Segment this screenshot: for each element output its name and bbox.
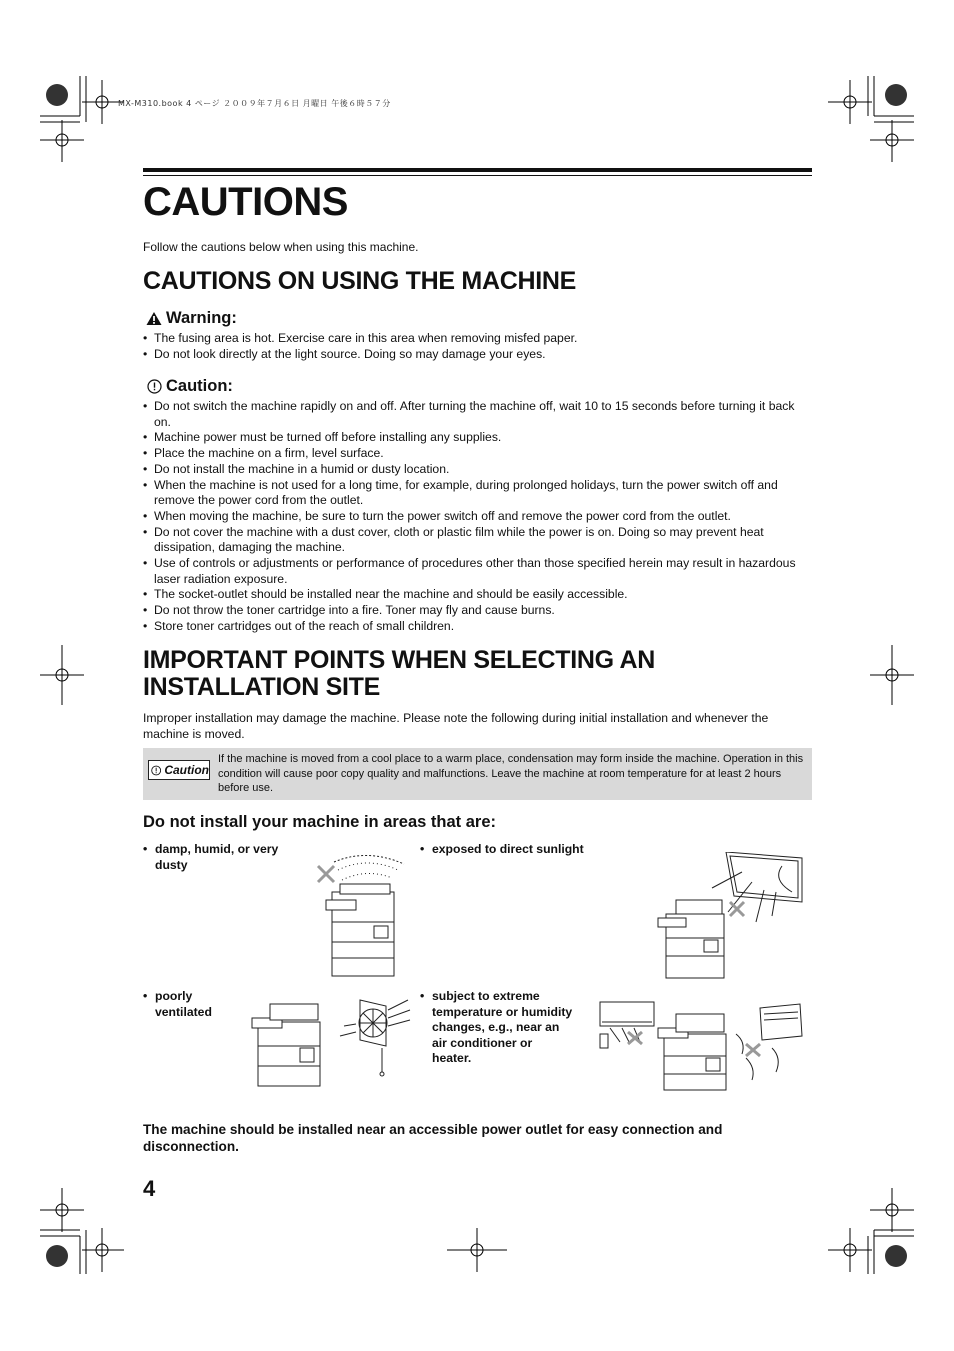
warning-heading (146, 309, 237, 328)
area-text: dusty (155, 857, 188, 872)
list-item: • Use of controls or adjustments or performance of procedures other than those specified herein may result in hazardous laser radiation exposure. (143, 556, 808, 587)
area-text: temperature or humidity (432, 1004, 573, 1019)
list-item: • Do not switch the machine rapidly on and off. After turning the machine off, wait 10 to 15 seconds before turning it back on. (143, 399, 808, 430)
area-item-temperature: • subject to extreme temperature or humidity changes, e.g., near an air conditioner or heater. (420, 989, 573, 1065)
area-item-ventilated: • poorly ventilated (143, 989, 212, 1019)
caution-heading (147, 377, 233, 396)
caution-note-text: If the machine is moved from a cool place to a warm place, condensation may form inside the machine. Operation in this condition will cause poor copy quality and malfunctions. Leave the machine at room temperature for at least 2 hours before use. (218, 753, 804, 795)
list-item: • Do not look directly at the light source. Doing so may damage your eyes. (143, 347, 808, 363)
area-text: exposed to direct sunlight (432, 842, 584, 856)
list-item: • When moving the machine, be sure to turn the power switch off and remove the power cord from the outlet. (143, 509, 808, 525)
list-item: • Place the machine on a firm, level surface. (143, 446, 808, 462)
warning-list (143, 331, 808, 362)
caution-badge (148, 760, 210, 780)
area-item-sunlight: • exposed to direct sunlight (420, 842, 584, 856)
section-heading-installation-site (143, 647, 655, 701)
caution-label: Caution: (166, 377, 233, 395)
heading-line: INSTALLATION SITE (143, 673, 381, 701)
title-rule (143, 168, 812, 172)
warning-triangle-icon (146, 311, 162, 326)
area-text: heater. (432, 1051, 472, 1065)
area-text: subject to extreme (432, 989, 540, 1003)
area-text: poorly (155, 989, 193, 1003)
list-item: • The socket-outlet should be installed near the machine and should be easily accessible. (143, 587, 808, 603)
warning-label: Warning: (166, 309, 237, 327)
area-text: ventilated (155, 1004, 212, 1019)
copier-sunlight-illustration (652, 852, 804, 982)
page-number: 4 (143, 1176, 156, 1201)
caution-exclamation-icon (147, 379, 162, 394)
caution-list (143, 399, 808, 635)
area-text: air conditioner or (432, 1035, 533, 1050)
area-text: changes, e.g., near an (432, 1020, 560, 1034)
copier-temperature-illustration (596, 994, 808, 1094)
area-text: damp, humid, or very (155, 842, 279, 856)
list-item: • Store toner cartridges out of the reach of small children. (143, 619, 808, 635)
heading-line: IMPORTANT POINTS WHEN SELECTING AN (143, 646, 656, 674)
installation-paragraph: Improper installation may damage the machine. Please note the following during initial installation and whenever the machine is moved. (143, 711, 769, 741)
list-item: • Do not install the machine in a humid or dusty location. (143, 462, 808, 478)
list-item: • Machine power must be turned off before installing any supplies. (143, 430, 808, 446)
areas-subheading: Do not install your machine in areas that are: (143, 813, 497, 831)
section-heading-using-machine: CAUTIONS ON USING THE MACHINE (143, 267, 576, 295)
caution-badge-label: Caution (164, 763, 209, 777)
caution-exclamation-icon (151, 764, 161, 777)
list-item: • Do not cover the machine with a dust cover, cloth or plastic film while the power is on. Doing so may prevent heat dissipation, damaging the machine. (143, 525, 808, 556)
title-rule-thin (143, 175, 812, 176)
list-item: • When the machine is not used for a long time, for example, during prolonged holidays, turn the power switch off and remove the power cord from the outlet. (143, 478, 808, 509)
list-item: • Do not throw the toner cartridge into a fire. Toner may fly and cause burns. (143, 603, 808, 619)
list-item: • The fusing area is hot. Exercise care in this area when removing misfed paper. (143, 331, 808, 347)
book-file-note: MX-M310.book 4 ページ ２００９年７月６日 月曜日 午後６時５７分 (118, 99, 391, 108)
copier-humid-illustration (312, 852, 414, 980)
page-title: CAUTIONS (143, 180, 348, 224)
copier-ventilation-illustration (248, 996, 412, 1088)
intro-text: Follow the cautions below when using this machine. (143, 240, 419, 254)
power-outlet-note: The machine should be installed near an accessible power outlet for easy connection and disconnection. (143, 1122, 723, 1154)
area-item-damp: • damp, humid, or very dusty (143, 842, 279, 872)
